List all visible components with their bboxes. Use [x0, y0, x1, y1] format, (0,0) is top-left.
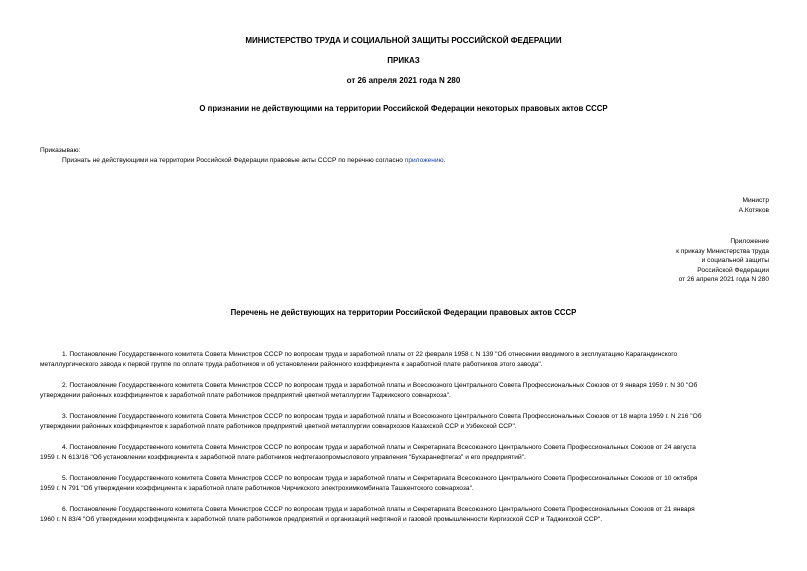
list-item-line: 1. Постановление Государственного комитета Совета Министров СССР по вопросам труда и заработной платы от 22 февраля 1958 г. N 139 "Об отнесении вводимого в эксплуатацию Карагандинского	[62, 351, 678, 358]
list-title: Перечень не действующих на территории Российской Федерации правовых актов СССР	[230, 308, 577, 317]
appendix-note-line: Приложение	[730, 238, 769, 245]
appendix-note	[676, 237, 769, 285]
list-item-line: 2. Постановление Государственного комитета Совета Министров СССР по вопросам труда и заработной платы и Всесоюзного Центрального Совета Профессиональных Союзов от 9 января 1959 г. N 30 "Об	[62, 382, 698, 389]
appendix-note-line: от 26 апреля 2021 года N 280	[678, 276, 769, 284]
list-item	[40, 381, 769, 400]
date-number-heading: от 26 апреля 2021 года N 280	[346, 76, 461, 85]
document-title: О признании не действующими на территории Российской Федерации некоторых правовых актов СССР	[199, 104, 608, 113]
order-word: Приказываю:	[40, 147, 81, 154]
list-item	[40, 474, 769, 493]
order-text-after: .	[443, 157, 446, 164]
signature-name: А.Котяков	[738, 206, 769, 214]
list-item	[40, 350, 769, 369]
order-text	[62, 156, 445, 166]
list-item-line: металлургического завода к первой группе по оплате труда работников и об установлении районного коэффициента к заработной плате работников этого завода".	[40, 360, 543, 368]
ministry-heading: МИНИСТЕРСТВО ТРУДА И СОЦИАЛЬНОЙ ЗАЩИТЫ РОССИЙСКОЙ ФЕДЕРАЦИИ	[245, 36, 562, 45]
list-item-line: 6. Постановление Государственного комитета Совета Министров СССР по вопросам труда и заработной платы и Секретариата Всесоюзного Центрального Совета Профессиональных Союзов от 21 января	[62, 506, 695, 513]
list-item-line: утверждении районных коэффициентов к заработной плате работников предприятий цветной металлургии Таджикского совнархоза".	[40, 391, 451, 399]
list-item-line: 3. Постановление Государственного комитета Совета Министров СССР по вопросам труда и заработной платы и Всесоюзного Центрального Совета Профессиональных Союзов от 18 марта 1959 г. N 216 "Об	[62, 413, 702, 420]
list-item-line: 5. Постановление Государственного комитета Совета Министров СССР по вопросам труда и заработной платы и Секретариата Всесоюзного Центрального Совета Профессиональных Союзов от 10 октября	[62, 475, 698, 482]
list-item-line: 1959 г. N 791 "Об утверждении коэффициента к заработной плате работников Чирчикского электрохимкомбината Ташкентского совнархоза".	[40, 484, 474, 492]
appendix-note-line: и социальной защиты	[701, 257, 769, 265]
signature-position: Министр	[742, 197, 769, 204]
doc-type-heading: ПРИКАЗ	[387, 56, 420, 65]
appendix-note-line: к приказу Министерства труда	[676, 247, 769, 255]
signature-block	[739, 196, 769, 215]
appendix-note-line: Российской Федерации	[697, 266, 769, 274]
list-item	[40, 443, 769, 462]
list-item	[40, 505, 769, 524]
list-item-line: 4. Постановление Государственного комитета Совета Министров СССР по вопросам труда и заработной платы и Секретариата Всесоюзного Центрального Совета Профессиональных Союзов от 24 августа	[62, 444, 696, 451]
list-item-line: 1959 г. N 613/16 "Об установлении коэффициента к заработной плате работников нефтегазопромыслового управления "Бухаранефтегаз" и его предприятий".	[40, 453, 526, 461]
list-item-line: утверждении районных коэффициентов к заработной плате работников предприятий цветной металлургии совнархозов Казахской ССР и Узбекской ССР".	[40, 422, 517, 430]
order-text-before: Признать не действующими на территории Российской Федерации правовые акты СССР по перечню согласно	[62, 157, 405, 164]
list-item-line: 1960 г. N 83/4 "Об утверждении коэффициента к заработной плате работников предприятий и организаций нефтяной и газовой промышленности Киргизской ССР и Таджикской ССР".	[40, 515, 603, 523]
appendix-link[interactable]: приложению	[404, 157, 444, 164]
list-item	[40, 412, 769, 431]
